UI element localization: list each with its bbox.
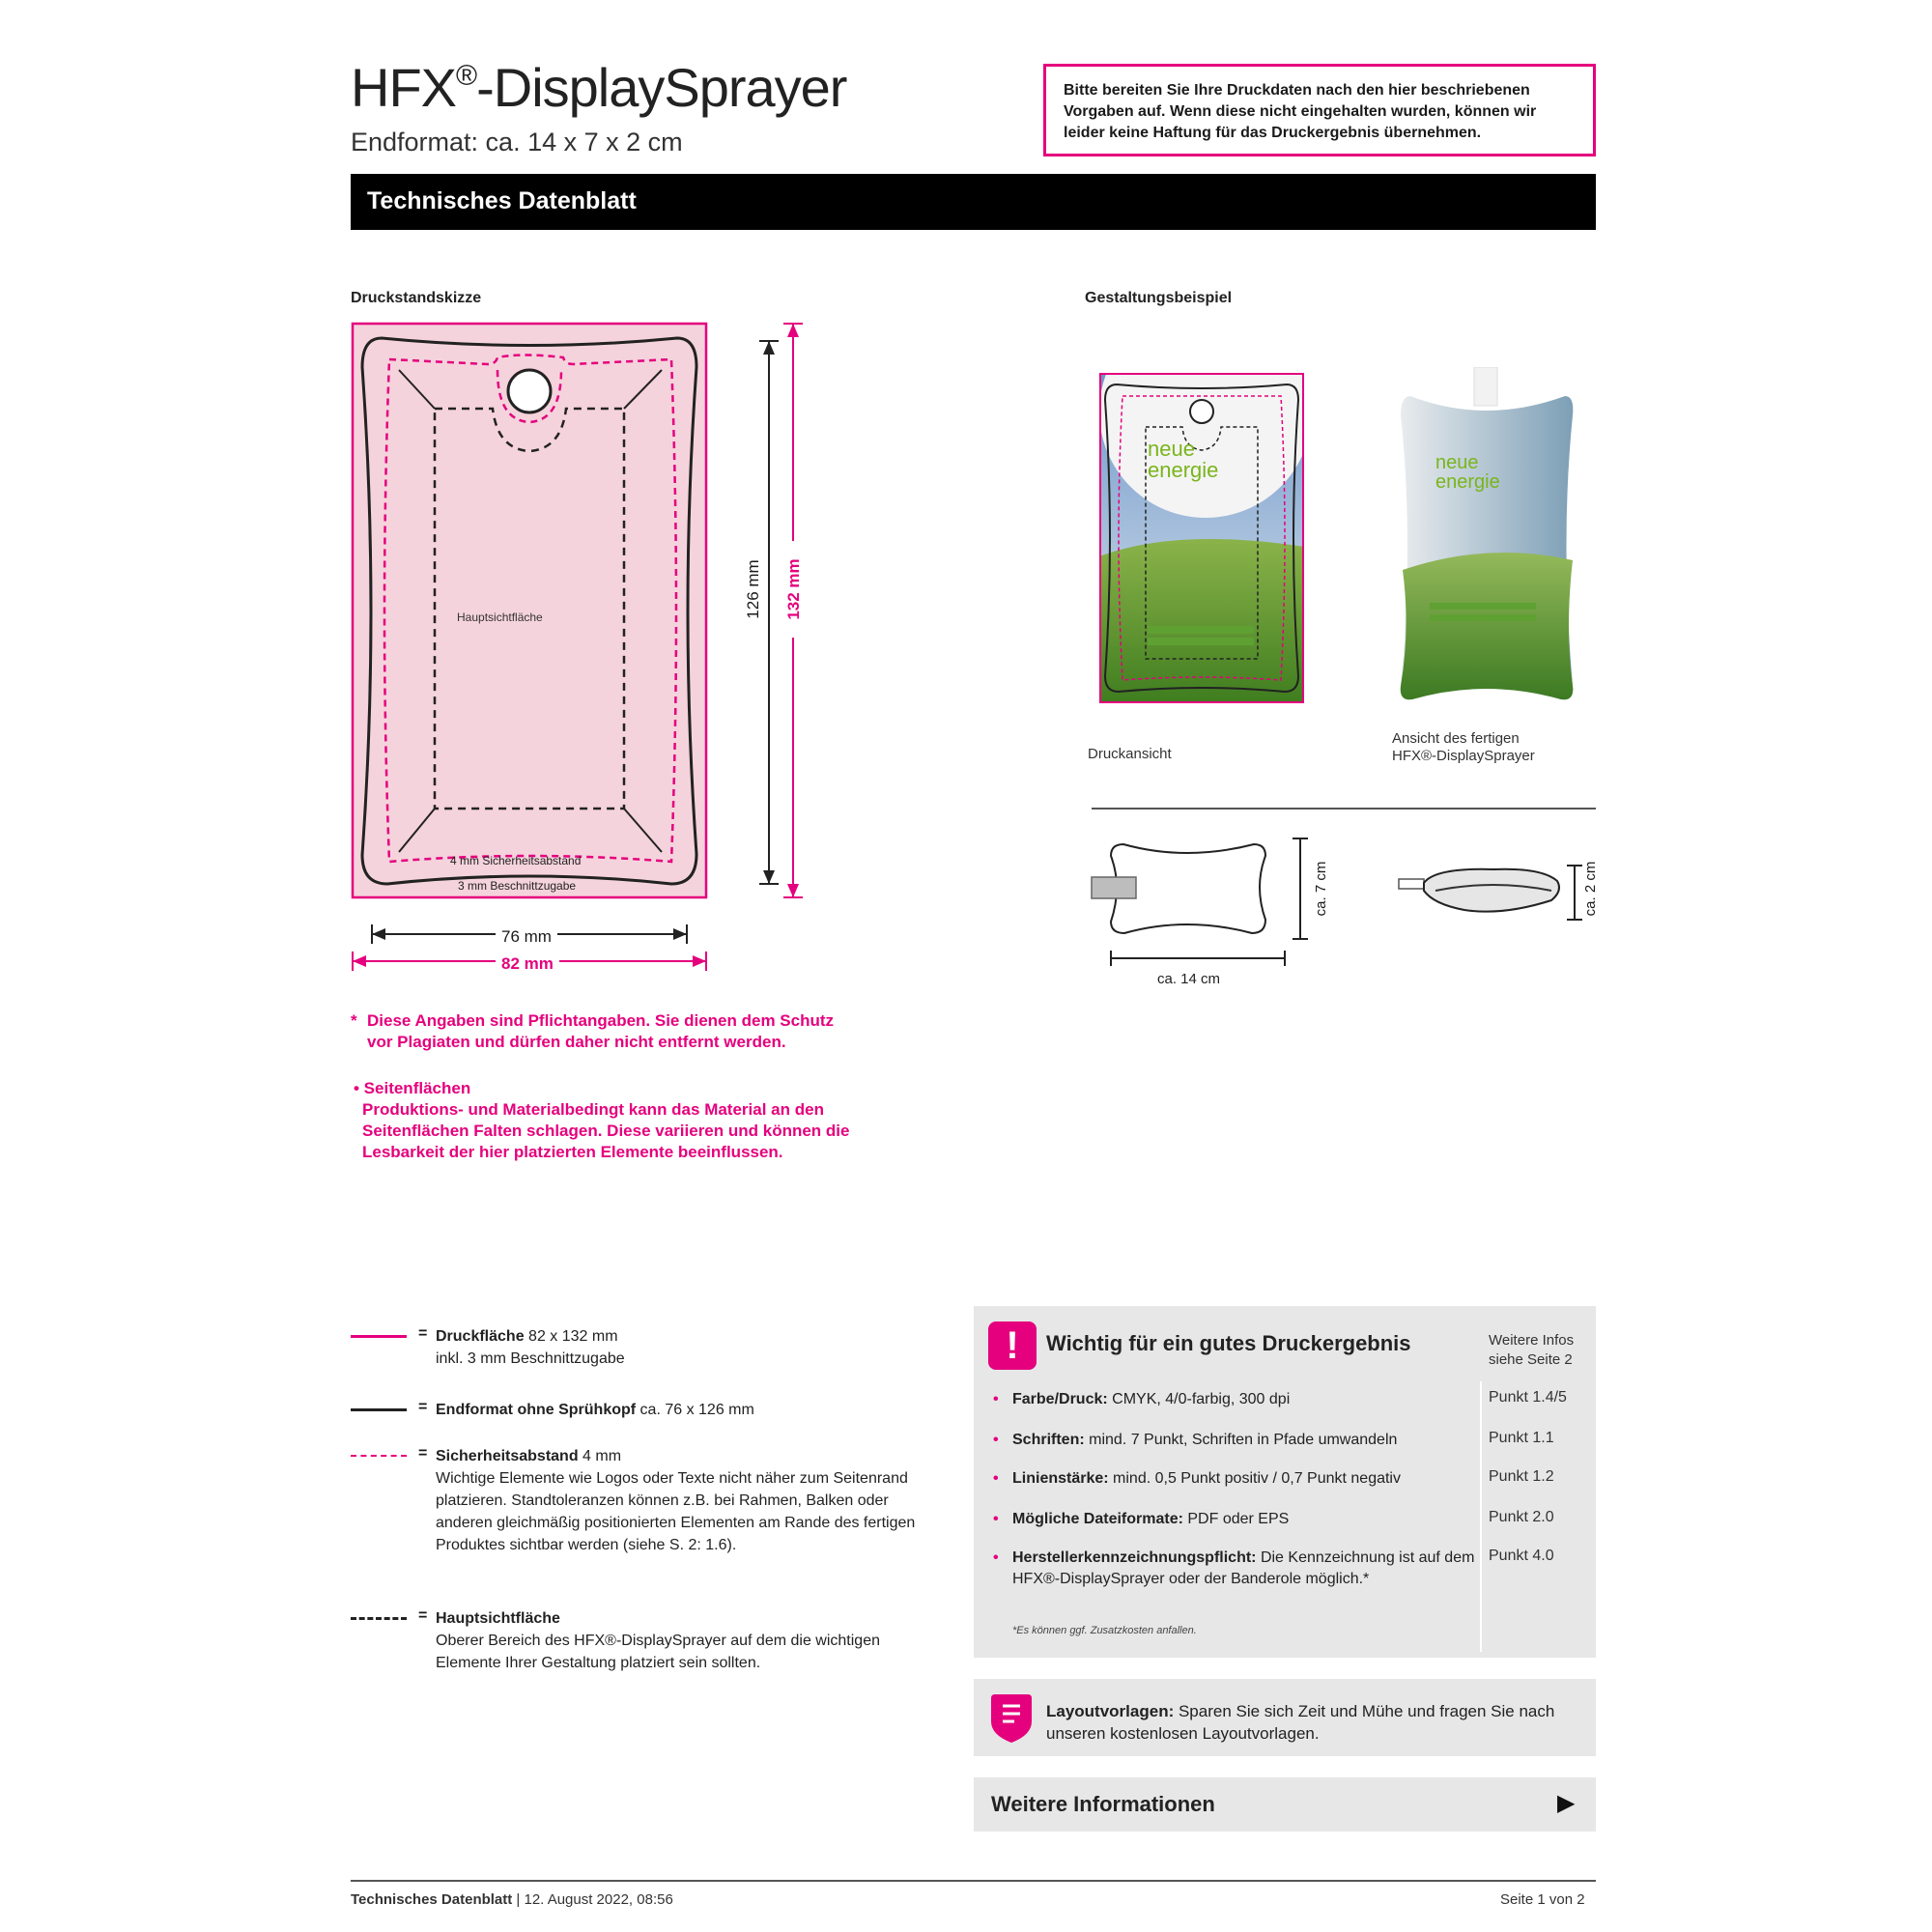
legend-eq: = bbox=[418, 1399, 428, 1415]
legend-print-area bbox=[351, 1325, 930, 1374]
print-brand-2: energie bbox=[1148, 458, 1219, 482]
info-point-manufacturer: Punkt 4.0 bbox=[1489, 1548, 1554, 1564]
notice-box: Bitte bereiten Sie Ihre Druckdaten nach den hier beschriebenen Vorgaben auf. Wenn diese nicht eingehalten wurden, können wir leider keine Haftung für das Druckergebnis übernehmen. bbox=[1043, 64, 1596, 156]
info-divider bbox=[1480, 1381, 1482, 1652]
dim-width-label: ca. 14 cm bbox=[1157, 971, 1221, 987]
side-line-2: Seitenflächen Falten schlagen. Diese variieren und können die bbox=[362, 1122, 850, 1140]
side-line-1: Produktions- und Materialbedingt kann das Material an den bbox=[362, 1100, 824, 1119]
dim-132-label: 132 mm bbox=[782, 541, 806, 638]
legend-main-area bbox=[351, 1607, 930, 1704]
print-brand-1: neue bbox=[1148, 437, 1195, 461]
product-brand-2: energie bbox=[1435, 471, 1500, 493]
front-dimension-drawing bbox=[1090, 833, 1321, 978]
legend-eq: = bbox=[418, 1607, 428, 1624]
exclamation-icon: ! bbox=[988, 1321, 1037, 1370]
legend-end-format bbox=[351, 1399, 930, 1428]
info-point-file-formats: Punkt 2.0 bbox=[1489, 1509, 1554, 1525]
side-line-3: Lesbarkeit der hier platzierten Elemente beeinflussen. bbox=[362, 1143, 783, 1161]
info-item-manufacturer: • Herstellerkennzeichnungspflicht: Die Kennzeichnung ist auf dem HFX®-DisplaySprayer oder der Banderole möglich.* bbox=[993, 1549, 1475, 1587]
layout-templates-text: Layoutvorlagen: Sparen Sie sich Zeit und Mühe und fragen Sie nach unseren kostenlosen Layoutvorlagen. bbox=[1046, 1702, 1555, 1743]
legend-line-dashed-black bbox=[351, 1617, 407, 1620]
print-view-image bbox=[1099, 373, 1304, 703]
page-title bbox=[351, 56, 846, 119]
example-divider bbox=[1092, 808, 1596, 810]
info-item-file-formats: • Mögliche Dateiformate: PDF oder EPS bbox=[993, 1511, 1290, 1527]
info-item-line-width: • Linienstärke: mind. 0,5 Punkt positiv / 0,7 Punkt negativ bbox=[993, 1470, 1401, 1487]
product-brand-1: neue bbox=[1435, 452, 1479, 473]
page-number: Seite 1 von 2 bbox=[1500, 1891, 1585, 1908]
mandatory-star: * bbox=[351, 1011, 357, 1030]
side-dimension-drawing bbox=[1397, 862, 1590, 929]
footer-left: Technisches Datenblatt | 12. August 2022, 08:56 bbox=[351, 1891, 673, 1908]
legend-text: Endformat ohne Sprühkopf ca. 76 x 126 mm bbox=[436, 1402, 754, 1418]
more-info-label: Weitere Informationen bbox=[991, 1792, 1215, 1816]
sketch-label: Druckstandskizze bbox=[351, 290, 482, 306]
layout-template-icon bbox=[987, 1692, 1036, 1745]
info-item-color: • Farbe/Druck: CMYK, 4/0-farbig, 300 dpi bbox=[993, 1391, 1291, 1407]
legend-text: Hauptsichtfläche Oberer Bereich des HFX®-DisplaySprayer auf dem die wichtigen Elemente Ihrer Gestaltung platziert sein sollten. bbox=[436, 1610, 880, 1671]
legend-eq: = bbox=[418, 1325, 428, 1342]
datasheet-title-bar: Technisches Datenblatt bbox=[351, 174, 1596, 230]
example-label: Gestaltungsbeispiel bbox=[1085, 290, 1233, 306]
legend-text: Druckfläche 82 x 132 mm inkl. 3 mm Beschnittzugabe bbox=[436, 1328, 625, 1367]
title-main: HFX bbox=[351, 57, 456, 118]
bleed-label: 3 mm Beschnittzugabe bbox=[458, 879, 577, 893]
play-arrow-icon[interactable]: ▶ bbox=[1557, 1790, 1576, 1816]
legend-text: Sicherheitsabstand 4 mm Wichtige Elemente wie Logos oder Texte nicht näher zum Seitenrand platzieren. Standtoleranzen können z.B. bei Rahmen, Balken oder anderen gleichmäßig positionierten Elementen am Rande des fertigen Produktes sichtbar werden (siehe S. 2: 1.6). bbox=[436, 1448, 916, 1553]
hanging-hole bbox=[508, 370, 551, 412]
page-subtitle: Endformat: ca. 14 x 7 x 2 cm bbox=[351, 128, 683, 156]
dim-depth-label: ca. 2 cm bbox=[1582, 861, 1599, 917]
info-point-line-width: Punkt 1.2 bbox=[1489, 1468, 1554, 1485]
info-point-fonts: Punkt 1.1 bbox=[1489, 1430, 1554, 1446]
caption-finished-1: Ansicht des fertigen bbox=[1392, 730, 1520, 747]
main-area-label: Hauptsichtfläche bbox=[457, 611, 543, 624]
info-more-link[interactable]: Weitere Infos siehe Seite 2 bbox=[1489, 1332, 1575, 1368]
mandatory-line-1: Diese Angaben sind Pflichtangaben. Sie dienen dem Schutz bbox=[367, 1011, 835, 1030]
dim-126-label: 126 mm bbox=[742, 541, 765, 638]
dim-82-label: 82 mm bbox=[496, 954, 559, 974]
footer-divider bbox=[351, 1880, 1596, 1882]
safety-margin-label: 4 mm Sicherheitsabstand bbox=[450, 854, 582, 867]
legend-line-dashed-magenta bbox=[351, 1455, 407, 1457]
info-item-fonts: • Schriften: mind. 7 Punkt, Schriften in Pfade umwandeln bbox=[993, 1432, 1398, 1448]
title-rest: -DisplaySprayer bbox=[476, 57, 847, 118]
legend-safety-margin bbox=[351, 1445, 930, 1580]
caption-print-view: Druckansicht bbox=[1088, 746, 1172, 762]
info-point-color: Punkt 1.4/5 bbox=[1489, 1389, 1567, 1406]
dim-height-label: ca. 7 cm bbox=[1313, 861, 1329, 917]
info-footnote: *Es können ggf. Zusatzkosten anfallen. bbox=[1012, 1625, 1197, 1636]
title-registered: ® bbox=[456, 60, 477, 92]
legend-line-magenta bbox=[351, 1335, 407, 1338]
mandatory-line-2: vor Plagiaten und dürfen daher nicht entfernt werden. bbox=[367, 1033, 786, 1051]
info-title: Wichtig für ein gutes Druckergebnis bbox=[1046, 1331, 1411, 1355]
side-title: • Seitenflächen bbox=[354, 1079, 471, 1097]
legend-line-solid bbox=[351, 1408, 407, 1411]
finished-product-image bbox=[1391, 367, 1584, 705]
legend-eq: = bbox=[418, 1445, 428, 1462]
dim-76-label: 76 mm bbox=[496, 927, 557, 947]
caption-finished-2: HFX®-DisplaySprayer bbox=[1392, 748, 1535, 764]
